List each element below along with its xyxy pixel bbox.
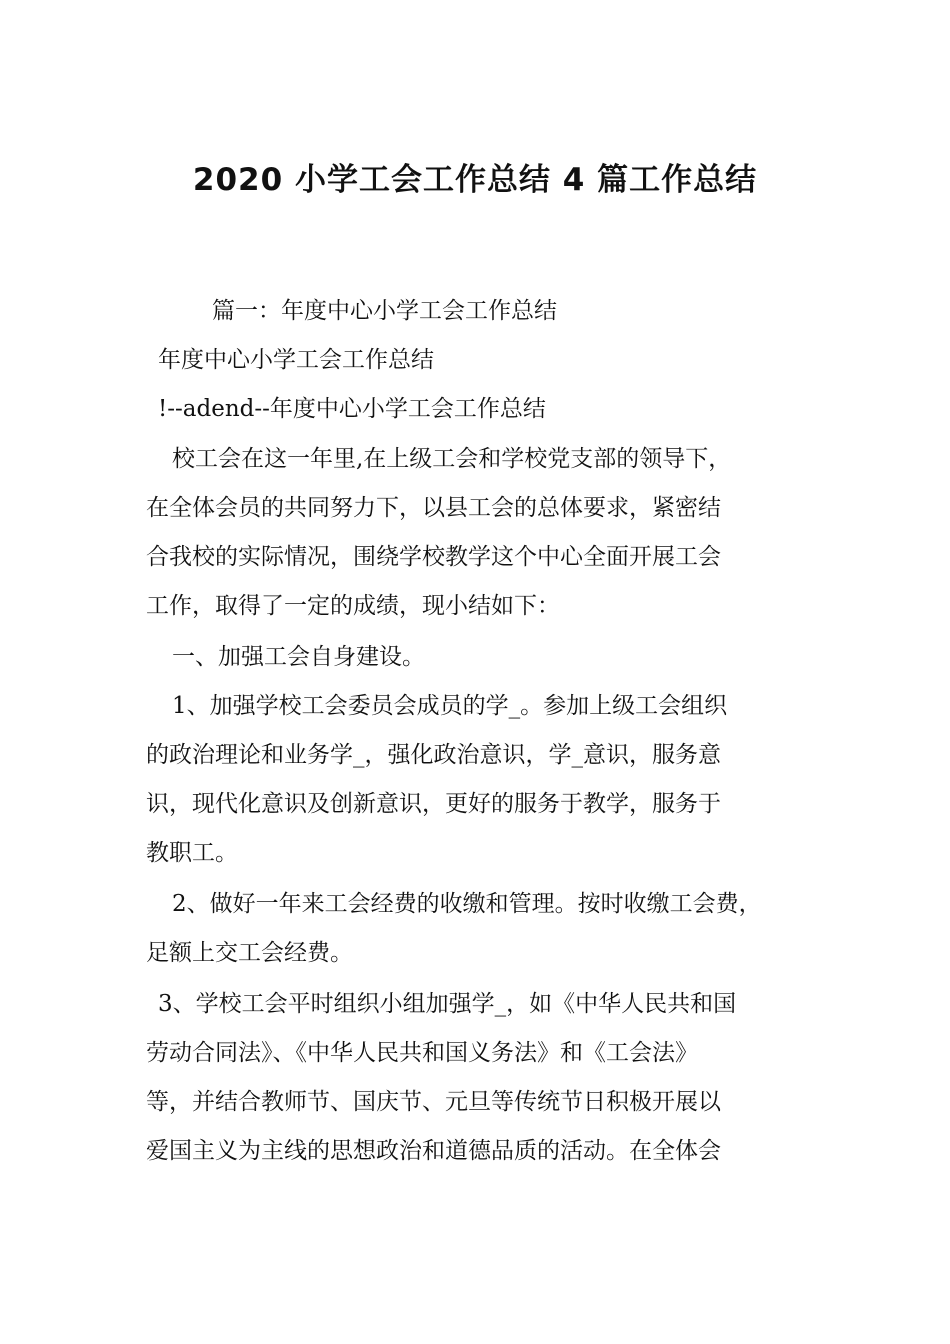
body-line: 工作，取得了一定的成绩，现小结如下： bbox=[146, 593, 560, 619]
body-line: 1、加强学校工会委员会成员的学_。参加上级工会组织 bbox=[172, 693, 728, 719]
subtitle-line: 年度中心小学工会工作总结 bbox=[158, 347, 434, 373]
body-line: 合我校的实际情况，围绕学校教学这个中心全面开展工会 bbox=[146, 544, 721, 570]
body-line: 2、做好一年来工会经费的收缴和管理。按时收缴工会费， bbox=[172, 891, 762, 917]
body-line: 足额上交工会经费。 bbox=[146, 940, 353, 966]
body-line: 一、加强工会自身建设。 bbox=[172, 644, 425, 670]
body-line: 校工会在这一年里,在上级工会和学校党支部的领导下， bbox=[172, 446, 732, 472]
section-heading-1: 篇一：年度中心小学工会工作总结 bbox=[212, 298, 557, 324]
body-line: 教职工。 bbox=[146, 840, 238, 866]
document-title: 2020 小学工会工作总结 4 篇工作总结 bbox=[192, 162, 758, 198]
body-line: 3、学校工会平时组织小组加强学_，如《中华人民共和国 bbox=[158, 991, 737, 1017]
body-line: 识，现代化意识及创新意识，更好的服务于教学，服务于 bbox=[146, 791, 721, 817]
body-line: 爱国主义为主线的思想政治和道德品质的活动。在全体会 bbox=[146, 1138, 721, 1164]
body-line: 的政治理论和业务学_，强化政治意识，学_意识，服务意 bbox=[146, 742, 721, 768]
body-line: 等，并结合教师节、国庆节、元旦等传统节日积极开展以 bbox=[146, 1089, 721, 1115]
body-line: 劳动合同法》、《中华人民共和国义务法》和《工会法》 bbox=[146, 1040, 698, 1066]
body-line: 在全体会员的共同努力下，以县工会的总体要求，紧密结 bbox=[146, 495, 721, 521]
body-line: !--adend--年度中心小学工会工作总结 bbox=[158, 396, 546, 422]
